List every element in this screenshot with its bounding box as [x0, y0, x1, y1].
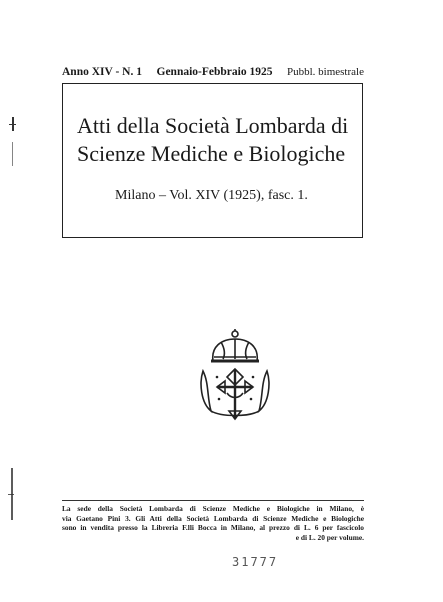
binding-mark-bottom-dash	[8, 494, 14, 495]
journal-title-line-2: Scienze Mediche e Biologiche	[77, 141, 346, 166]
title-box	[62, 83, 363, 238]
footer-rule	[62, 500, 364, 501]
volume-subtitle: Milano – Vol. XIV (1925), fasc. 1.	[115, 188, 308, 203]
issue-header	[62, 66, 364, 78]
publication-frequency: Pubbl. bimestrale	[286, 66, 364, 78]
binding-mark-top-dash	[9, 124, 16, 125]
library-stamp-number: 31777	[232, 555, 279, 569]
issue-number: Anno XIV - N. 1	[62, 66, 142, 78]
binding-mark-mid	[12, 142, 13, 166]
crowned-cross-emblem-icon	[197, 327, 273, 423]
footer-line-1: La sede della Società Lombarda di Scienze Mediche e Biologiche in Milano, è	[62, 504, 364, 513]
footer-line-2: via Gaetano Pini 3. Gli Atti della Società Lombarda di Scienze Mediche e Biologiche	[62, 513, 364, 523]
journal-title-line-1: Atti della Società Lombarda di	[77, 113, 349, 138]
footer-line-4: e di L. 20 per volume.	[295, 532, 364, 542]
footer-line-3: sono in vendita presso la Libreria F.lli Bocca in Milano, al prezzo di L. 6 per fascicolo	[62, 523, 364, 533]
issue-date: Gennaio-Febbraio 1925	[156, 66, 273, 78]
footer-notice	[62, 504, 364, 542]
